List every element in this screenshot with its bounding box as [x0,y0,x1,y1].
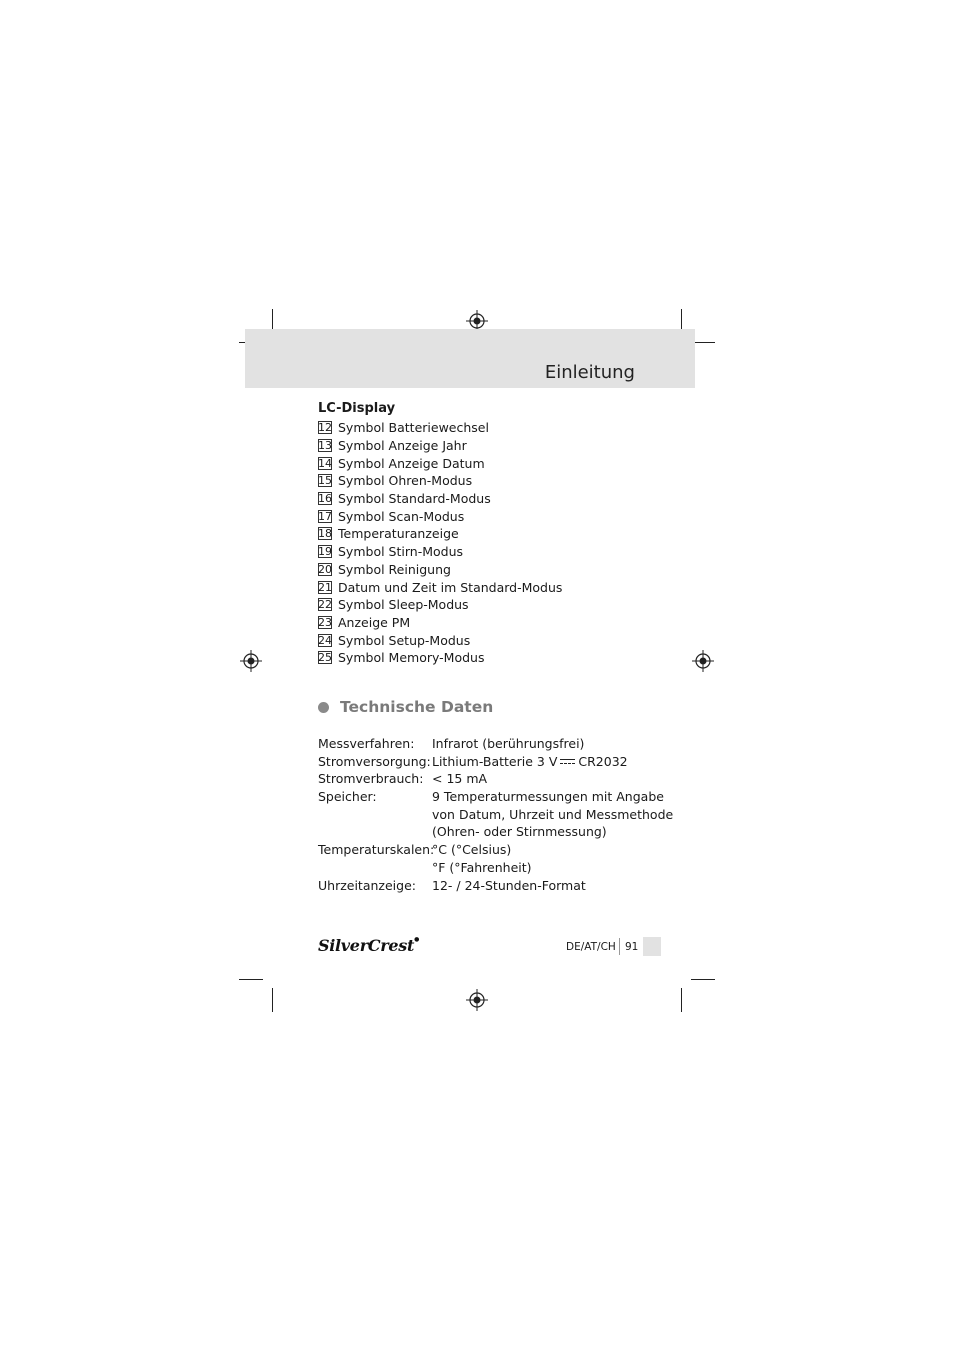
footer-divider [619,938,620,955]
item-label: Symbol Setup-Modus [338,632,471,648]
list-item [318,578,562,596]
bullet-icon [318,702,329,713]
spec-label: Messverfahren: [318,736,415,751]
spec-label: Uhrzeitanzeige: [318,877,416,893]
footer-tab [643,937,661,956]
list-item [318,419,562,437]
spec-row [318,841,673,876]
spec-value: Infrarot (berührungsfrei) [432,736,585,751]
item-number: 13 [318,439,332,453]
section-title: Einleitung [544,362,635,383]
footer-region: DE/AT/CH [566,941,616,953]
item-label: Datum und Zeit im Standard-Modus [338,579,563,595]
technical-data-heading [318,698,493,716]
item-number: 17 [318,509,332,523]
spec-value: (Ohren- oder Stirnmessung) [432,824,607,840]
spec-row [318,770,673,788]
list-item [318,543,562,561]
list-item [318,561,562,579]
lc-display-title: LC-Display [318,401,396,416]
page-number: 91 [625,941,639,953]
item-number: 23 [318,615,332,629]
registration-mark-icon [240,650,262,672]
item-label: Anzeige PM [338,614,411,630]
spec-value: °C (°Celsius) [432,842,512,858]
crop-mark [272,988,273,1012]
item-label: Symbol Standard-Modus [338,491,491,507]
header-bar [245,329,695,388]
spec-label: Temperaturskalen: [318,842,435,858]
brand-text: SilverCrest [318,936,415,955]
item-number: 14 [318,456,332,470]
crop-mark [691,979,715,980]
item-number: 16 [318,492,332,506]
list-item [318,596,562,614]
item-number: 20 [318,562,332,576]
list-item [318,631,562,649]
spec-value: 12- / 24-Stunden-Format [432,877,586,893]
lc-display-list [318,419,562,667]
item-number: 25 [318,651,332,665]
list-item [318,649,562,667]
item-label: Symbol Anzeige Jahr [338,438,467,454]
spec-value-part: Lithium-Batterie 3 V [432,753,558,769]
item-number: 12 [318,421,332,435]
item-number: 15 [318,474,332,488]
spec-value: °F (°Fahrenheit) [432,859,532,875]
item-label: Symbol Stirn-Modus [338,544,463,560]
list-item [318,472,562,490]
list-item [318,437,562,455]
brand-logo [318,936,419,955]
item-label: Symbol Reinigung [338,561,451,577]
item-number: 18 [318,527,332,541]
spec-value: von Datum, Uhrzeit und Messmethode [432,806,674,822]
item-label: Symbol Anzeige Datum [338,455,485,471]
list-item [318,490,562,508]
item-label: Symbol Scan-Modus [338,508,465,524]
spec-value-part: CR2032 [578,753,628,769]
dc-current-icon [560,759,575,765]
spec-table [318,735,673,894]
crop-mark [239,979,263,980]
trademark-icon: ● [414,936,419,943]
spec-row [318,788,673,841]
item-number: 21 [318,580,332,594]
item-label: Temperaturanzeige [338,526,459,542]
registration-mark-icon [692,650,714,672]
item-label: Symbol Ohren-Modus [338,473,473,489]
spec-value: 9 Temperaturmessungen mit Angabe [432,789,664,805]
spec-value [432,753,628,771]
list-item [318,525,562,543]
item-label: Symbol Memory-Modus [338,650,485,666]
spec-value: < 15 mA [432,771,488,787]
spec-row [318,735,673,753]
item-label: Symbol Batteriewechsel [338,420,489,436]
item-number: 24 [318,633,332,647]
spec-label: Speicher: [318,789,377,805]
spec-label: Stromversorgung: [318,753,431,769]
item-number: 22 [318,598,332,612]
spec-row [318,877,673,895]
item-label: Symbol Sleep-Modus [338,597,469,613]
item-number: 19 [318,545,332,559]
technical-data-title: Technische Daten [340,698,494,716]
spec-label: Stromverbrauch: [318,771,424,787]
registration-mark-icon [466,989,488,1011]
list-item [318,507,562,525]
list-item [318,614,562,632]
spec-row [318,753,673,771]
crop-mark [681,988,682,1012]
list-item [318,454,562,472]
